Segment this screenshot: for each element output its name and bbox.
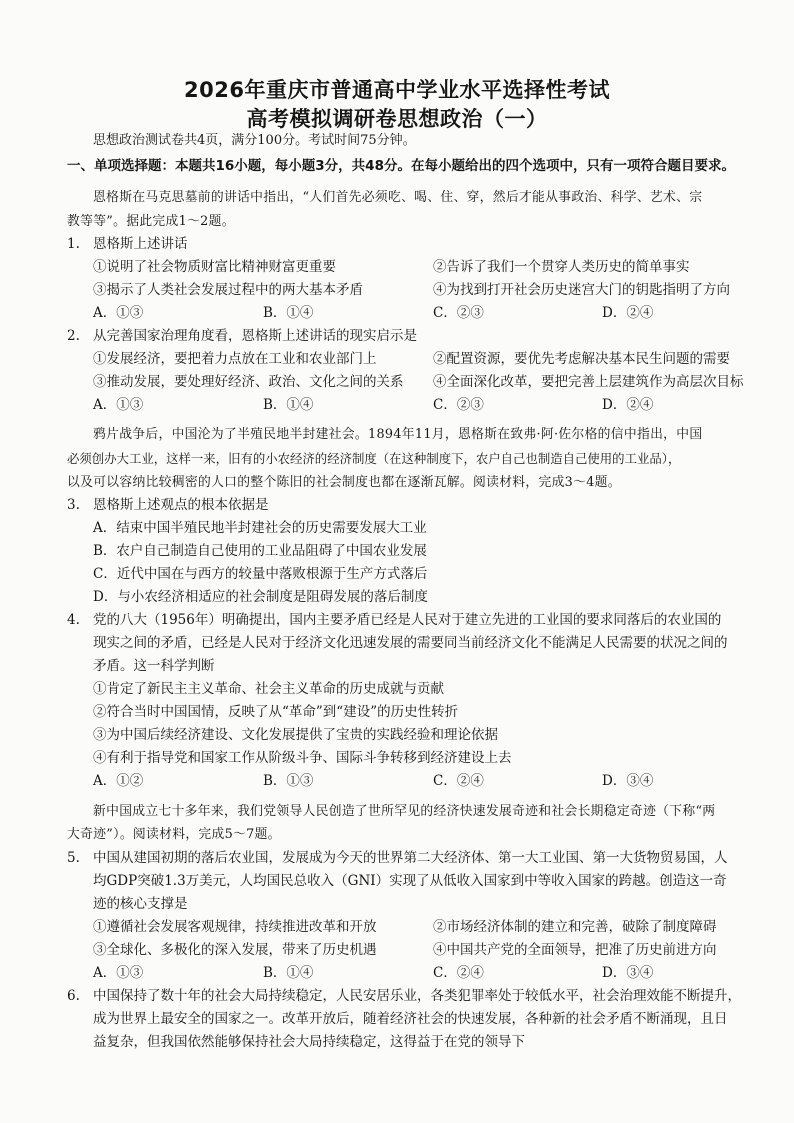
passage-3-line-1: 新中国成立七十多年来，我们党领导人民创造了世所罕见的经济快速发展奇迹和社会长期稳定奇迹（下称“两 <box>93 804 716 819</box>
q1-option-d[interactable]: D．②④ <box>602 305 654 321</box>
q1-statement-3: ③揭示了人类社会发展过程中的两大基本矛盾 <box>93 282 363 298</box>
q1-number: 1. <box>67 236 80 252</box>
q5-option-a[interactable]: A．①③ <box>93 965 144 981</box>
q1-statement-2: ②告诉了我们一个贯穿人类历史的简单事实 <box>433 259 690 275</box>
passage-2-line-2: 必须创办大工业，这样一来，旧有的小农经济的经济制度（在这种制度下，农户自己也制造自己使用的工业品）， <box>67 451 681 466</box>
q5-option-d[interactable]: D．③④ <box>602 965 654 981</box>
passage-1-line-2: 教等等”。据此完成1～2题。 <box>67 214 235 229</box>
q3-number: 3. <box>67 497 80 513</box>
q3-option-a[interactable]: A．结束中国半殖民地半封建社会的历史需要发展大工业 <box>93 520 427 536</box>
q3-option-d[interactable]: D．与小农经济相适应的社会制度是阻碍发展的落后制度 <box>93 589 428 605</box>
q6-number: 6. <box>67 988 80 1004</box>
q1-statement-4: ④为找到打开社会历史迷宫大门的钥匙指明了方向 <box>433 282 730 298</box>
q3-option-c[interactable]: C．近代中国在与西方的较量中落败根源于生产方式落后 <box>93 566 428 582</box>
q2-option-b[interactable]: B．①④ <box>263 397 314 413</box>
q1-statement-1: ①说明了社会物质财富比精神财富更重要 <box>93 259 336 275</box>
q5-statement-1: ①遵循社会发展客观规律，持续推进改革和开放 <box>93 919 377 935</box>
passage-2-line-3: 以及可以容纳比较稠密的人口的整个陈旧的社会制度也都在逐渐瓦解。阅读材料，完成3～4题。 <box>67 475 621 490</box>
q4-option-c[interactable]: C．②④ <box>433 773 484 789</box>
q2-stem: 从完善国家治理角度看，恩格斯上述讲话的现实启示是 <box>93 328 417 344</box>
q2-statement-4: ④全面深化改革，要把完善上层建筑作为高层次目标 <box>433 374 744 390</box>
q2-option-c[interactable]: C．②③ <box>433 397 484 413</box>
q2-statement-2: ②配置资源，要优先考虑解决基本民生问题的需要 <box>433 351 730 367</box>
q1-option-a[interactable]: A．①③ <box>93 305 144 321</box>
q6-stem-line-3: 益复杂，但我国依然能够保持社会大局持续稳定，这得益于在党的领导下 <box>93 1034 525 1050</box>
q5-number: 5. <box>67 850 80 866</box>
q5-statement-4: ④中国共产党的全面领导，把准了历史前进方向 <box>433 942 717 958</box>
q4-option-a[interactable]: A．①② <box>93 773 144 789</box>
passage-1-line-1: 恩格斯在马克思墓前的讲话中指出，“人们首先必须吃、喝、住、穿，然后才能从事政治、科学、艺术、宗 <box>93 190 703 205</box>
passage-3-line-2: 大奇迹”）。阅读材料，完成5～7题。 <box>67 827 281 842</box>
q4-statement-4: ④有利于指导党和国家工作从阶级斗争、国际斗争转移到经济建设上去 <box>93 750 512 766</box>
q5-stem-line-2: 均GDP突破1.3万美元，人均国民总收入（GNI）实现了从低收入国家到中等收入国家的跨越。创造这一奇 <box>93 873 727 889</box>
q1-option-c[interactable]: C．②③ <box>433 305 484 321</box>
q4-statement-1: ①肯定了新民主主义革命、社会主义革命的历史成就与贡献 <box>93 681 444 697</box>
q2-option-d[interactable]: D．②④ <box>602 397 654 413</box>
q5-option-c[interactable]: C．②④ <box>433 965 484 981</box>
q5-stem-line-3: 迹的核心支撑是 <box>93 896 188 912</box>
q2-statement-1: ①发展经济，要把着力点放在工业和农业部门上 <box>93 351 377 367</box>
q3-option-b[interactable]: B．农户自己制造自己使用的工业品阻碍了中国农业发展 <box>93 543 427 559</box>
q2-option-a[interactable]: A．①③ <box>93 397 144 413</box>
q4-statement-3: ③为中国后续经济建设、文化发展提供了宝贵的实践经验和理论依据 <box>93 727 498 743</box>
q6-stem-line-1: 中国保持了数十年的社会大局持续稳定，人民安居乐业，各类犯罪率处于较低水平，社会治理效能不断提升， <box>93 988 741 1004</box>
q4-option-b[interactable]: B．①③ <box>263 773 314 789</box>
q4-number: 4. <box>67 612 80 628</box>
q2-statement-3: ③推动发展，要处理好经济、政治、文化之间的关系 <box>93 374 404 390</box>
q5-statement-3: ③全球化、多极化的深入发展，带来了历史机遇 <box>93 942 377 958</box>
q5-option-b[interactable]: B．①④ <box>263 965 314 981</box>
q1-option-b[interactable]: B．①④ <box>263 305 314 321</box>
section-heading: 一、单项选择题：本题共16小题，每小题3分，共48分。在每小题给出的四个选项中，只有一项符合题目要求。 <box>67 158 735 174</box>
q6-stem-line-2: 成为世界上最安全的国家之一。改革开放后，随着经济社会的快速发展，各种新的社会矛盾不断涌现，且日 <box>93 1011 728 1027</box>
exam-info: 思想政治测试卷共4页，满分100分。考试时间75分钟。 <box>93 133 416 148</box>
q4-stem-line-3: 矛盾。这一科学判断 <box>93 658 215 674</box>
title-line-1: 2026年重庆市普通高中学业水平选择性考试 <box>184 78 610 102</box>
q4-option-d[interactable]: D．③④ <box>602 773 654 789</box>
q1-stem: 恩格斯上述讲话 <box>93 236 188 252</box>
q5-statement-2: ②市场经济体制的建立和完善，破除了制度障碍 <box>433 919 717 935</box>
q3-stem: 恩格斯上述观点的根本依据是 <box>93 497 269 513</box>
title-line-2: 高考模拟调研卷思想政治（一） <box>246 107 548 131</box>
q4-stem-line-1: 党的八大（1956年）明确提出，国内主要矛盾已经是人民对于建立先进的工业国的要求同落后的农业国的 <box>93 612 722 628</box>
q5-stem-line-1: 中国从建国初期的落后农业国，发展成为今天的世界第二大经济体、第一大工业国、第一大货物贸易国，人 <box>93 850 728 866</box>
q4-statement-2: ②符合当时中国国情，反映了从“革命”到“建设”的历史性转折 <box>93 704 459 720</box>
q4-stem-line-2: 现实之间的矛盾，已经是人民对于经济文化迅速发展的需要同当前经济文化不能满足人民需要的状况之间的 <box>93 635 728 651</box>
q2-number: 2. <box>67 328 80 344</box>
passage-2-line-1: 鸦片战争后，中国沦为了半殖民地半封建社会。1894年11月，恩格斯在致弗·阿·佐尔格的信中指出，中国 <box>93 427 703 442</box>
